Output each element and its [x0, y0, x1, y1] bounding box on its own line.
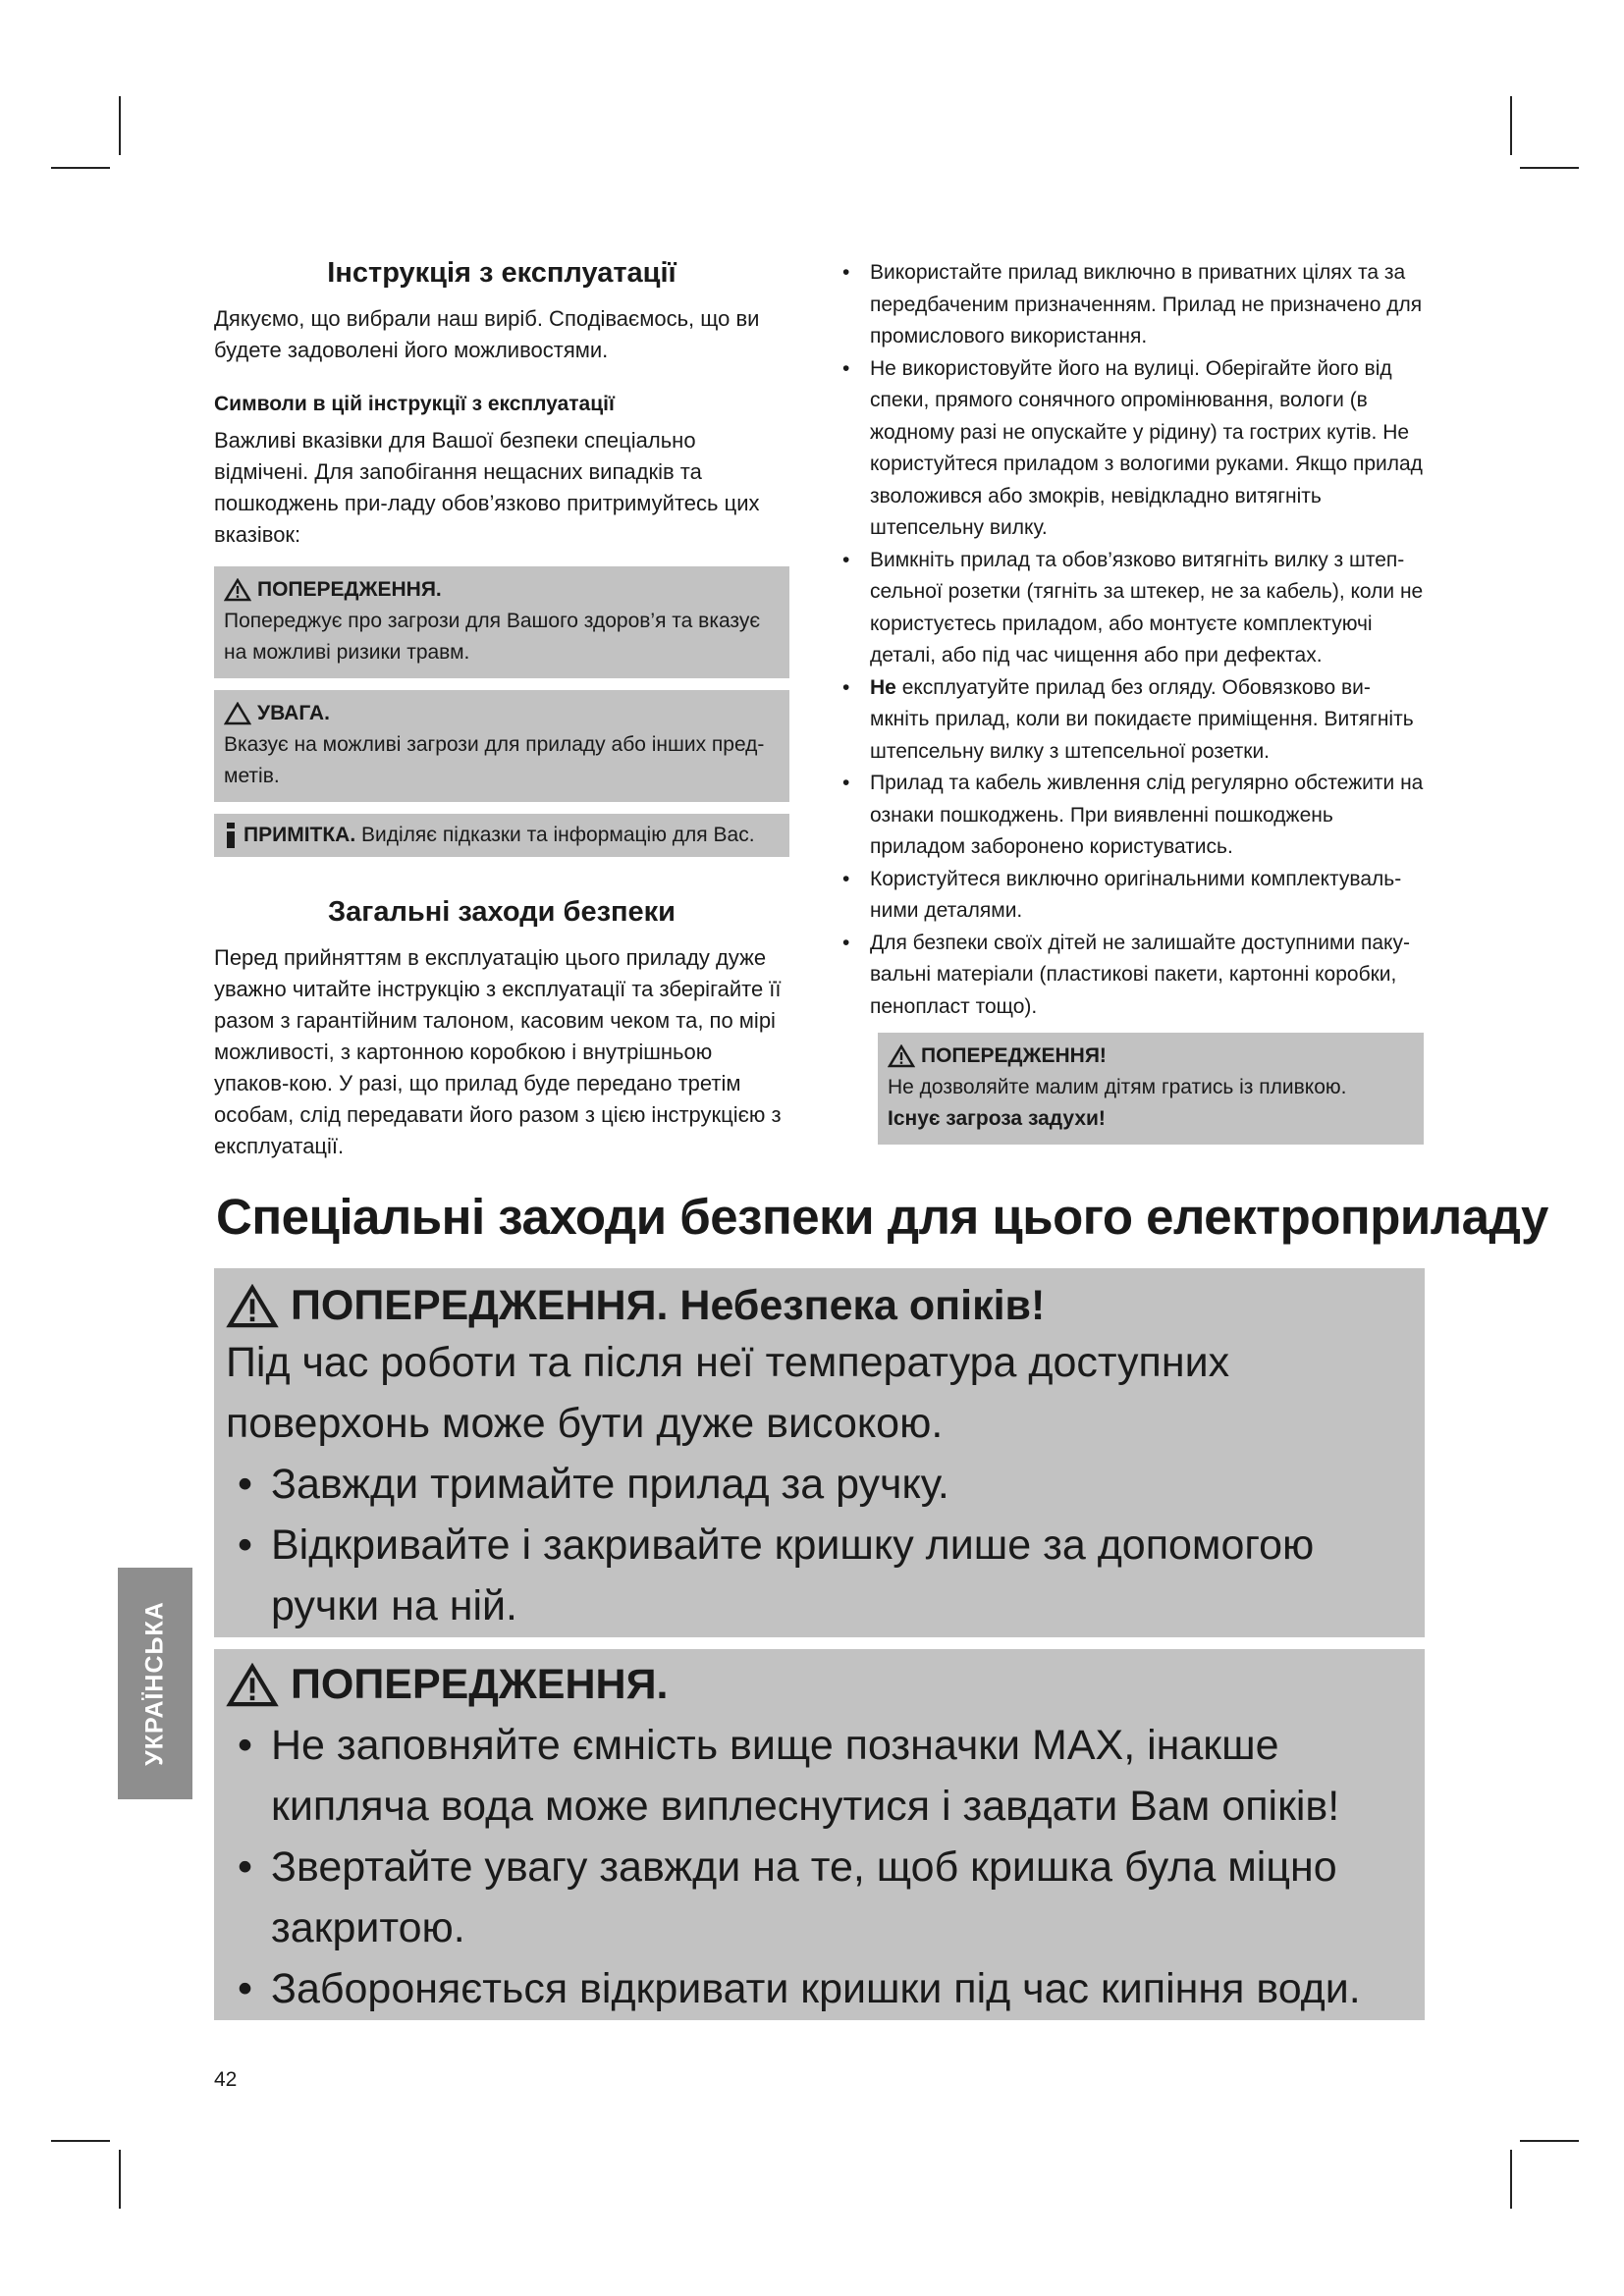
crop-mark — [51, 167, 110, 169]
bold-not: Не — [870, 675, 896, 699]
symbols-heading: Символи в цій інструкції з експлуатації — [214, 393, 615, 415]
manual-heading: Інструкція з експлуатації — [327, 257, 677, 289]
list-item: • Завжди тримайте прилад за ручку. — [226, 1454, 1411, 1515]
list-item: • Забороняється відкривати кришки під час кипіння води. — [226, 1958, 1411, 2019]
list-item: • Звертайте увагу завжди на те, щоб кришка була міцно закритою. — [226, 1837, 1411, 1958]
list-item: • Вимкніть прилад та обов’язково витягніть вилку з штеп-сельної розетки (тягніть за штекер, не за кабель), коли не користуєтесь приладом, або монтуєте комплектуючі деталі, або під час чищення або при дефектах. — [835, 545, 1424, 672]
general-safety-heading: Загальні заходи безпеки — [327, 896, 677, 928]
list-item: • Використайте прилад виключно в приватних цілях та за передбаченим призначенням. Прилад не призначено для промислового використання. — [835, 257, 1424, 353]
crop-mark — [1510, 96, 1512, 155]
warning-triangle-icon — [226, 1663, 279, 1708]
note-box — [214, 814, 789, 857]
fill-warning-heading: ПОПЕРЕДЖЕННЯ. — [291, 1661, 669, 1708]
attention-label: УВАГА. — [257, 702, 330, 724]
burn-warning-heading: ПОПЕРЕДЖЕННЯ. Небезпека опіків! — [291, 1282, 1046, 1329]
language-side-tab — [118, 1568, 192, 1799]
burn-warning-box — [214, 1268, 1425, 1637]
list-item: • Для безпеки своїх дітей не залишайте доступними паку-вальні матеріали (пластикові пакети, картонні коробки, пенопласт тощо). — [835, 928, 1424, 1024]
left-column — [214, 257, 789, 1162]
crop-mark — [1520, 2140, 1579, 2142]
page-number: 42 — [214, 2068, 238, 2091]
intro-text: Дякуємо, що вибрали наш виріб. Сподіваємось, що ви будете задоволені його можливостями. — [214, 306, 760, 362]
child-warning-box — [878, 1033, 1424, 1145]
crop-mark — [1510, 2150, 1512, 2209]
warning-triangle-icon — [224, 578, 251, 602]
child-warning-bold: Існує загроза задухи! — [888, 1107, 1106, 1130]
list-item-text: експлуатуйте прилад без огляду. Обовязково ви-мкніть прилад, коли ви покидаєте приміщення. Витягніть штепсельну вилку з штепсельної розетки. — [870, 675, 1414, 763]
special-safety-title: Спеціальні заходи безпеки для цього електроприладу — [216, 1189, 1548, 1245]
list-item: • Користуйтеся виключно оригінальними комплектуваль-ними деталями. — [835, 864, 1424, 928]
list-item — [835, 672, 1424, 769]
attention-box — [214, 690, 789, 802]
symbols-text: Важливі вказівки для Вашої безпеки спеціально відмічені. Для запобігання нещасних випадків та пошкоджень при-ладу обов’язково притримуйтесь цих вказівок: — [214, 428, 760, 547]
crop-mark — [1520, 167, 1579, 169]
list-item: • Не заповняйте ємність вище позначки MAX, інакше кипляча вода може виплеснутися і завдати Вам опіків! — [226, 1715, 1411, 1837]
warning-triangle-icon — [888, 1044, 915, 1068]
info-icon — [224, 823, 238, 848]
fill-warning-list — [226, 1715, 1411, 2019]
warning-label: ПОПЕРЕДЖЕННЯ. — [257, 578, 442, 601]
warning-box — [214, 566, 789, 678]
language-label: УКРАЇНСЬКА — [140, 1601, 169, 1766]
attention-text: Вказує на можливі загрози для приладу або інших пред-метів. — [224, 733, 765, 787]
fill-warning-box — [214, 1649, 1425, 2020]
crop-mark — [51, 2140, 110, 2142]
child-warning-text: Не дозволяйте малим дітям гратись із пливкою. — [888, 1076, 1347, 1098]
note-text: Виділяє підказки та інформацію для Вас. — [355, 824, 755, 846]
burn-warning-list — [226, 1454, 1411, 1636]
general-safety-text: Перед прийняттям в експлуатацію цього приладу дуже уважно читайте інструкцію з експлуатації та зберігайте її разом з гарантійним талоном, касовим чеком та, по мірі можливості, з картонною коробкою і внутрішньою упаков-кою. У разі, що прилад буде передано третім особам, слід передавати його разом з цією інструкцією з експлуатації. — [214, 945, 782, 1158]
safety-bullet-list — [835, 257, 1424, 1023]
crop-mark — [119, 96, 121, 155]
warning-text: Попереджує про загрози для Вашого здоров’я та вказує на можливі ризики травм. — [224, 610, 761, 664]
right-column — [835, 257, 1424, 1145]
list-item: • Відкривайте і закривайте кришку лише за допомогою ручки на ній. — [226, 1515, 1411, 1636]
warning-triangle-icon — [226, 1284, 279, 1329]
note-label: ПРИМІТКА. — [244, 824, 356, 846]
crop-mark — [119, 2150, 121, 2209]
list-item: • Не використовуйте його на вулиці. Оберігайте його від спеки, прямого сонячного опромінювання, вологи (в жодному разі не опускайте у рідину) та гострих кутів. Не користуйтеся приладом з вологими руками. Якщо прилад зволожився або змокрів, невідкладно витягніть штепсельну вилку. — [835, 353, 1424, 545]
child-warning-label: ПОПЕРЕДЖЕННЯ! — [921, 1044, 1107, 1067]
burn-warning-text: Під час роботи та після неї температура доступних поверхонь може бути дуже високою. — [226, 1339, 1230, 1447]
list-item: • Прилад та кабель живлення слід регулярно обстежити на ознаки пошкоджень. При виявленні пошкоджень приладом заборонено користуватись. — [835, 768, 1424, 864]
caution-triangle-icon — [224, 702, 251, 725]
